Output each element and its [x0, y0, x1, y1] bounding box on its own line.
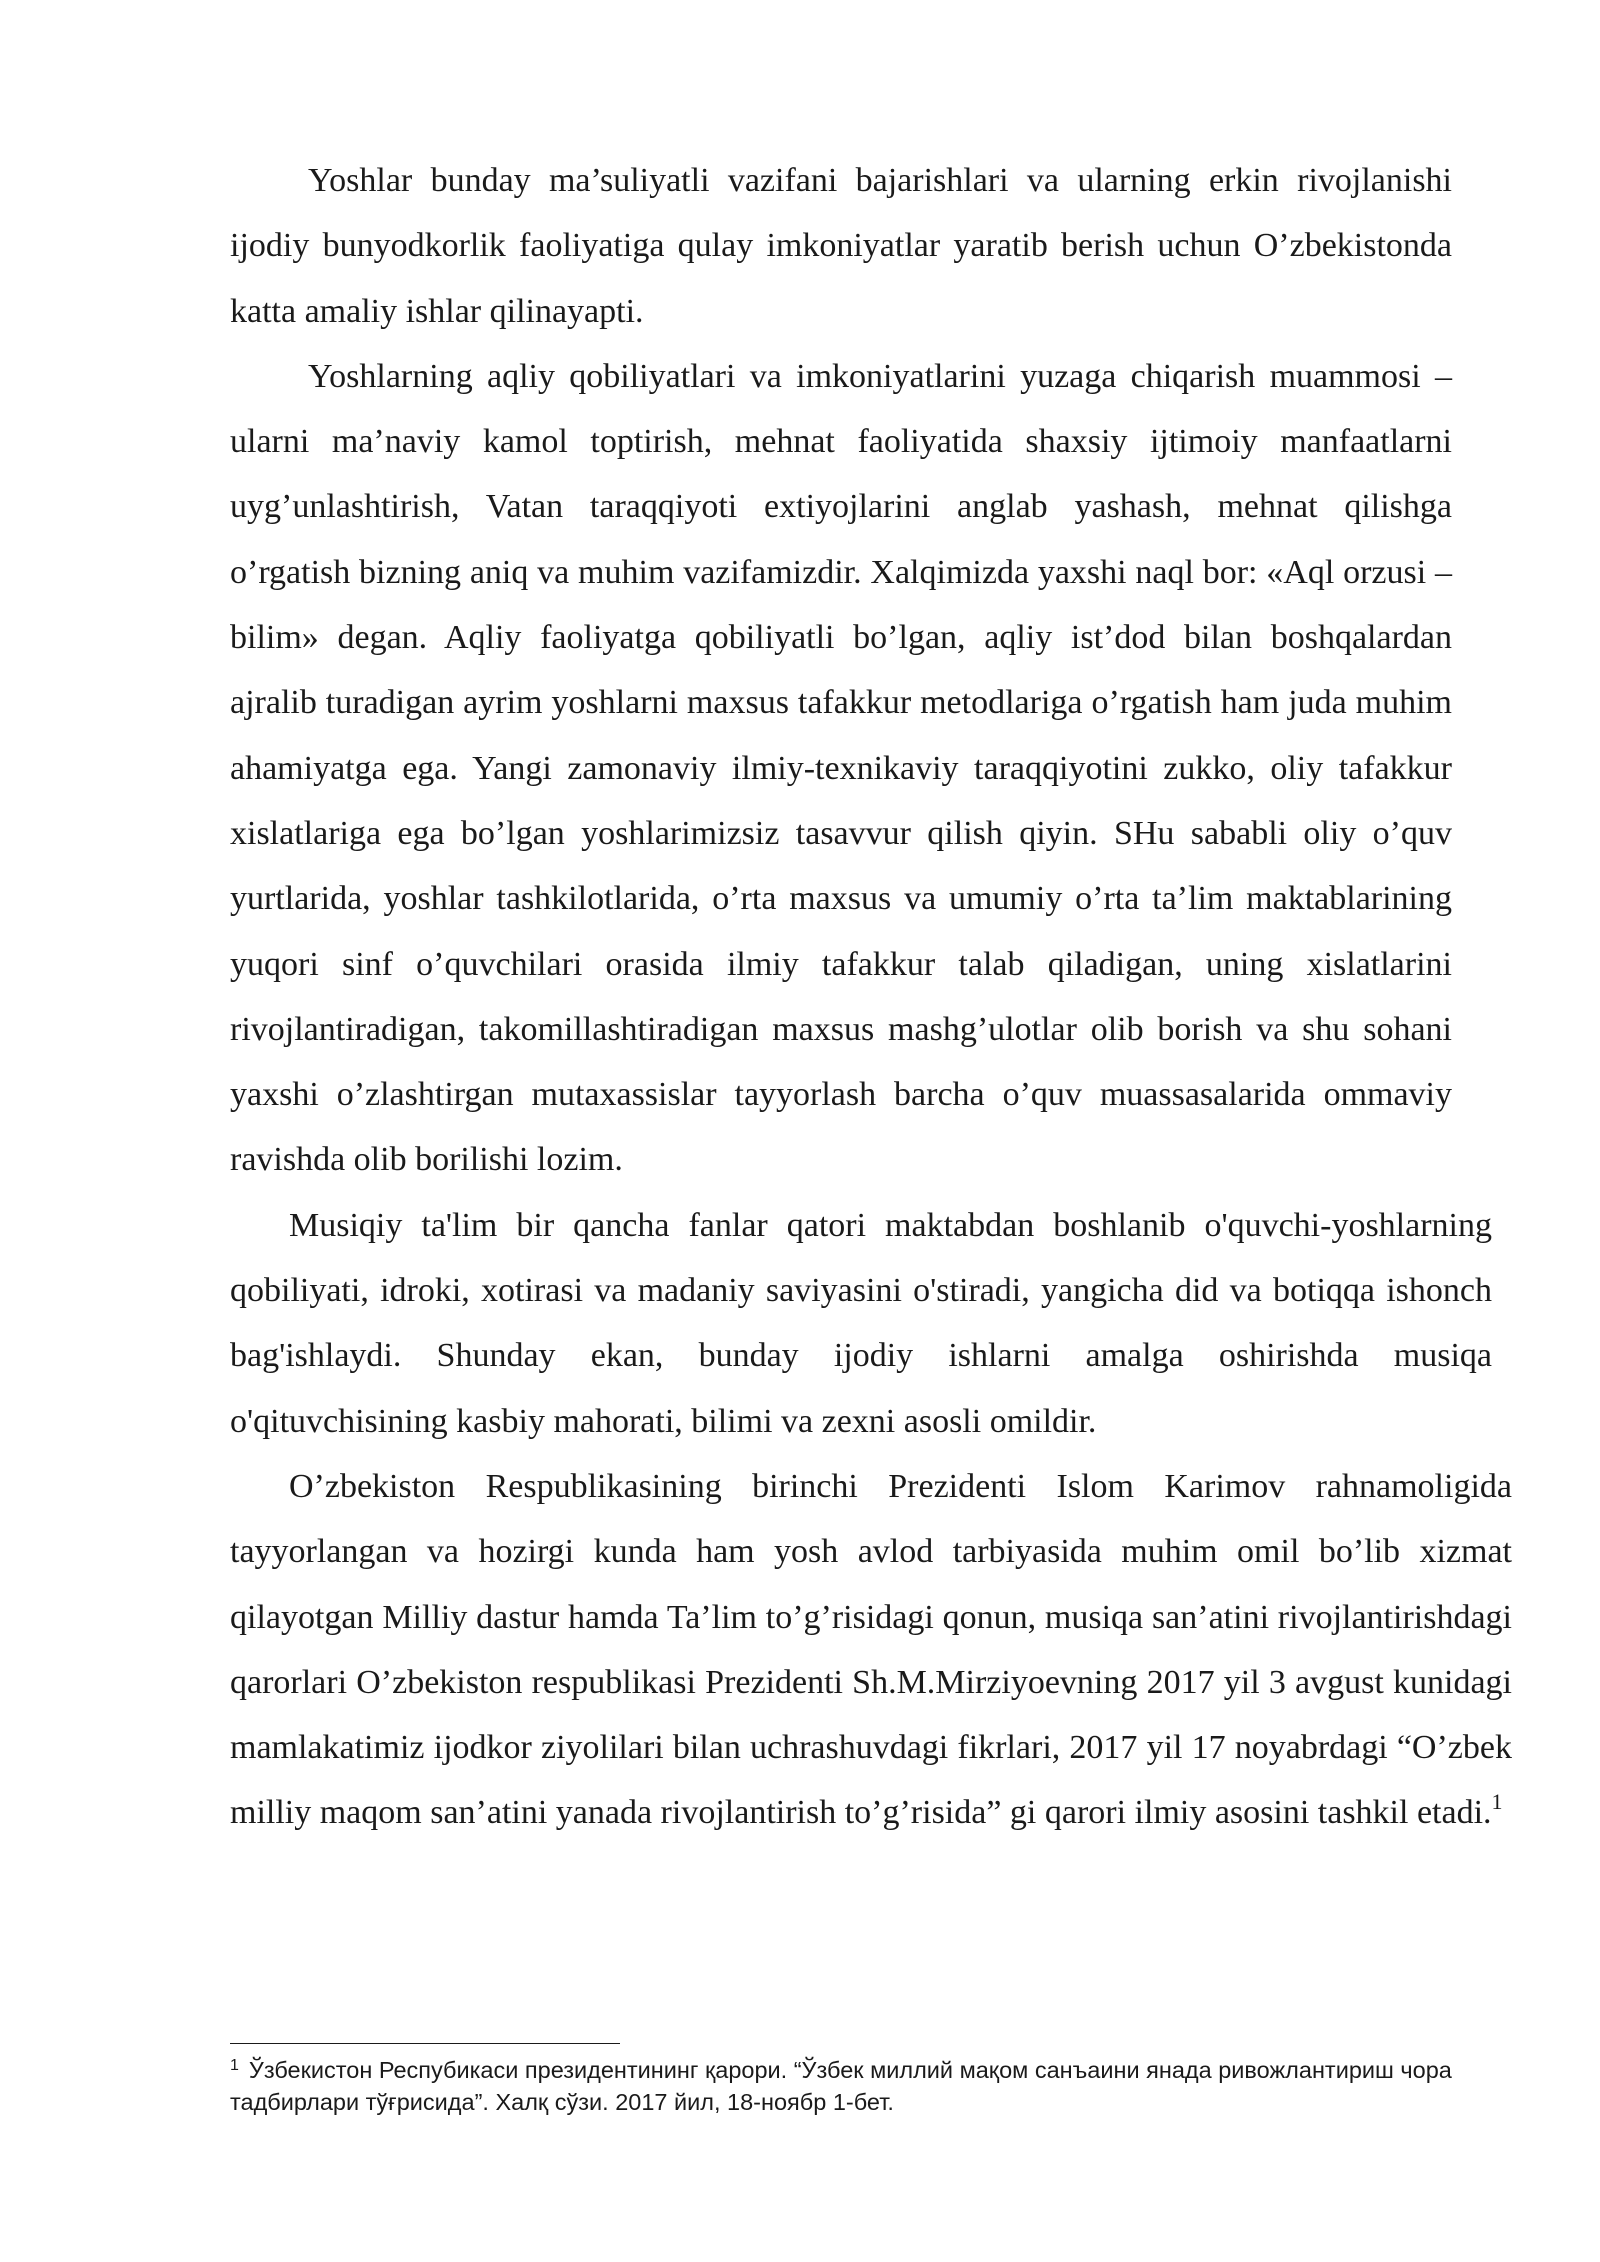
paragraph-2-text: Yoshlarning aqliy qobiliyatlari va imkoniyatlarini yuzaga chiqarish muammosi – ularni ma’naviy kamol toptirish, mehnat faoliyatida shaxsiy ijtimoiy manfaatlarni uyg’unlashtirish, Vatan taraqqiyoti extiyojlarini anglab yashash, mehnat qilishga o’rgatish bizning aniq va muhim vazifamizdir. Xalqimizda yaxshi naql bor: «Aql orzusi – bilim» degan. Aqliy faoliyatga qobiliyatli bo’lgan, aqliy ist’dod bilan boshqalardan ajralib turadigan ayrim yoshlarni maxsus tafakkur metodlariga o’rgatish ham juda muhim ahamiyatga ega. Yangi zamonaviy ilmiy-texnikaviy taraqqiyotini zukko, oliy tafakkur xislatlariga ega bo’lgan yoshlarimizsiz tasavvur qilish qiyin. SHu sababli oliy o’quv yurtlarida, yoshlar tashkilotlarida, o’rta maxsus va umumiy o’rta ta’lim maktablarining yuqori sinf o’quvchilari orasida ilmiy tafakkur talab qiladigan, uning xislatlarini rivojlantiradigan, takomillashtiradigan maxsus mashg’ulotlar olib borish va shu sohani yaxshi o’zlashtirgan mutaxassislar tayyorlash barcha o’quv muassasalarida ommaviy ravishda olib borilishi lozim. — [230, 357, 1452, 1179]
footnote-entry — [230, 2054, 1470, 2118]
footnote — [230, 2054, 1470, 2118]
paragraph-3 — [230, 1193, 1492, 1454]
body-text — [230, 148, 1512, 1846]
paragraph-3-text: Musiqiy ta'lim bir qancha fanlar qatori maktabdan boshlanib o'quvchi-yoshlarning qobiliyati, idroki, xotirasi va madaniy saviyasini o'stiradi, yangicha did va botiqqa ishonch bag'ishlaydi. Shunday ekan, bunday ijodiy ishlarni amalga oshirishda musiqa o'qituvchisining kasbiy mahorati, bilimi va zexni asosli omildir. — [230, 1206, 1492, 1440]
paragraph-1-text: Yoshlar bunday ma’suliyatli vazifani bajarishlari va ularning erkin rivojlanishi ijodiy bunyodkorlik faoliyatiga qulay imkoniyatlar yaratib berish uchun O’zbekistonda katta amaliy ishlar qilinayapti. — [230, 162, 1452, 330]
paragraph-1 — [230, 148, 1452, 344]
paragraph-4 — [230, 1454, 1512, 1846]
paragraph-4-text: O’zbekiston Respublikasining birinchi Prezidenti Islom Karimov rahnamoligida tayyorlangan va hozirgi kunda ham yosh avlod tarbiyasida muhim omil bo’lib xizmat qilayotgan Milliy dastur hamda Ta’lim to’g’risidagi qonun, musiqa san’atini rivojlantirishdagi qarorlari O’zbekiston respublikasi Prezidenti Sh.M.Mirziyoevning 2017 yil 3 avgust kunidagi mamlakatimiz ijodkor ziyolilari bilan uchrashuvdagi fikrlari, 2017 yil 17 noyabrdagi “O’zbek milliy maqom san’atini yanada rivojlantirish to’g’risida” gi qarori ilmiy asosini tashkil etadi. — [230, 1467, 1512, 1832]
footnote-reference[interactable]: 1 — [1491, 1789, 1503, 1815]
footnote-separator — [230, 2043, 620, 2044]
footnote-mark: 1 — [230, 2057, 239, 2074]
paragraph-2 — [230, 344, 1452, 1193]
footnote-text: Ўзбекистон Респубикаси президентининг қарори. “Ўзбек миллий мақом санъаини янада ривожлантириш чора тадбирлари тўғрисида”. Халқ сўзи. 2017 йил, 18-ноябр 1-бет. — [230, 2057, 1452, 2115]
